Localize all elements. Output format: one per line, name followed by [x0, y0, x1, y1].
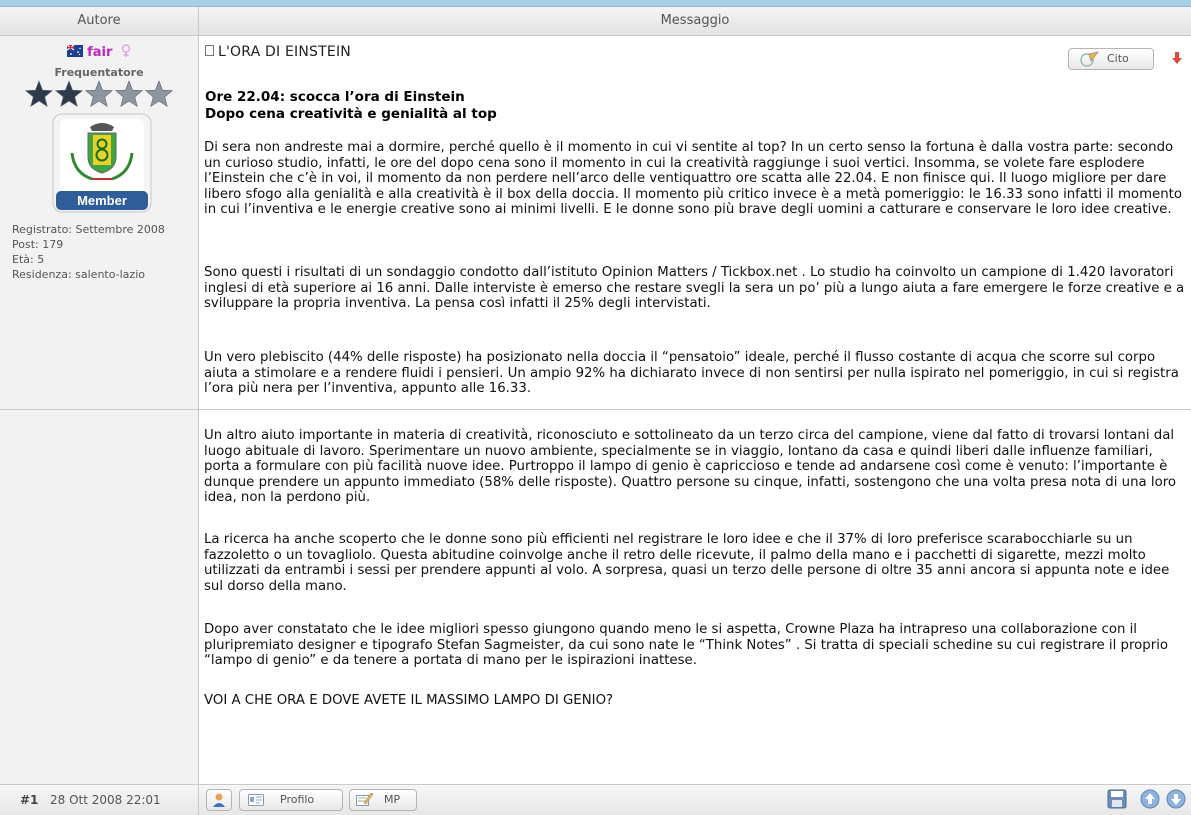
quote-icon	[1079, 51, 1101, 67]
author-residence: Residenza: salento-lazio	[12, 268, 145, 281]
post-paragraph: Dopo aver constatato che le idee migliori spesso giungono quando meno le si aspetta, Crowne Plaza ha intrapreso una collaborazione con il pluripremiato designer e tipografo Stefan Sagmeister, da cui sono nate le “Think Notes” . Si tratta di speciali schedine su cui registrare il proprio “lampo di genio” e da tenere a portata di mano per le ispirazioni inattese.	[204, 622, 1169, 669]
post-date: 28 Ott 2008 22:01	[50, 793, 161, 807]
pm-button[interactable]	[349, 789, 417, 811]
female-icon	[121, 44, 131, 58]
post-number: #1	[20, 793, 39, 807]
star-filled-icon	[26, 81, 53, 106]
author-registered: Registrato: Settembre 2008	[12, 223, 165, 236]
quote-button[interactable]	[1068, 48, 1154, 70]
star-empty-icon	[116, 81, 143, 106]
post-paragraph: La ricerca ha anche scoperto che le donne sono più efficienti nel registrare le loro idee e che il 37% di loro preferisce scarabocchiarle su un fazzoletto o un tovagliolo. Questa abitudine coinvolge anche il retro delle ricevute, il palmo della mano e i pacchetti di sigarette, mezzi molto utilizzati da entrambi i sessi per prendere appunti al volo. A sorpresa, quasi un terzo delle persone di oltre 35 anni ancora si appunta note e idee sul dorso della mano.	[204, 532, 1170, 594]
author-column-header: Autore	[0, 7, 199, 35]
post-heading-line2: Dopo cena creatività e genialità al top	[205, 106, 497, 122]
arrow-up-circle-icon[interactable]	[1140, 789, 1160, 809]
profile-button-label: Profilo	[280, 793, 315, 806]
post-paragraph: VOI A CHE ORA E DOVE AVETE IL MASSIMO LAMPO DI GENIO?	[204, 693, 614, 708]
pm-button-label: MP	[384, 793, 401, 806]
author-username[interactable]: fair	[87, 45, 113, 60]
star-empty-icon	[146, 81, 173, 106]
star-empty-icon	[86, 81, 113, 106]
post-paragraph: Di sera non andreste mai a dormire, perché quello è il momento in cui vi sentite al top? In un certo senso la fortuna è dalla vostra parte: secondo un curioso studio, infatti, le ore del dopo cena sono il momento in cui la creatività raggiunge i suoi vertici. Insomma, se volete fare esplodere l’Einstein che c’è in voi, il momento da non perdere nell’arco delle ventiquattro ore scatta alle 22.04. E non finisce qui. Il luogo migliore per dare libero sfogo alla genialità e alla creatività è il box della doccia. Il momento più critico invece è a metà pomeriggio: le 16.33 sono infatti il momento in cui l’inventiva e le energie creative sono ai minimi livelli. E le donne sono più brave degli uomini a catturare e conservare le loro idee creative.	[204, 140, 1182, 218]
message-column-header: Messaggio	[660, 13, 730, 28]
user-icon	[211, 792, 227, 808]
post-paragraph: Sono questi i risultati di un sondaggio condotto dall’istituto Opinion Matters / Tickbox.net . Lo studio ha coinvolto un campione di 1.420 lavoratori inglesi di età superiore ai 16 anni. Dalle interviste è emerso che restare svegli la sera un po’ più a lungo aiuta a fare emergere le forze creative e a sviluppare la propria inventiva. La pensa così infatti il 25% degli intervistati.	[204, 265, 1185, 312]
profile-card-icon	[248, 794, 264, 806]
post-divider	[0, 409, 1191, 410]
profile-button[interactable]	[239, 789, 343, 811]
post-icon	[205, 45, 214, 56]
post-heading	[205, 89, 497, 123]
author-rank: Frequentatore	[54, 66, 144, 79]
member-badge	[52, 113, 152, 213]
author-line	[0, 44, 198, 60]
post-paragraph: Un altro aiuto importante in materia di creatività, riconosciuto e sottolineato da un terzo circa del campione, viene dal fatto di trovarsi lontani dal luogo abituale di lavoro. Sperimentare un nuovo ambiente, specialmente se in viaggio, lontano da casa e quindi liberi dalle influenze familiari, porta a formulare con più facilità nuove idee. Purtroppo il lampo di genio è capriccioso e tende ad andarsene così come è venuto: l’importante è dunque prendere un appunto immediato (58% delle risposte). Quattro persone su cinque, infatti, sostengono che una volta presa nota di una loro idea, non la perdono più.	[204, 428, 1177, 506]
pm-icon	[356, 793, 374, 807]
badge-label: Member	[77, 193, 127, 208]
table-header	[0, 7, 1191, 36]
author-posts: Post: 179	[12, 238, 64, 251]
arrow-down-circle-icon[interactable]	[1166, 789, 1186, 809]
author-info	[12, 222, 192, 282]
post-meta	[0, 785, 199, 815]
top-bar	[0, 0, 1191, 7]
post-subject-text: L'ORA DI EINSTEIN	[218, 44, 351, 60]
star-filled-icon	[56, 81, 83, 106]
post-subject	[205, 44, 351, 60]
post-paragraph: Un vero plebiscito (44% delle risposte) ha posizionato nella doccia il “pensatoio” ideale, perché il flusso costante di acqua che scorre sul corpo aiuta a stimolare e a rendere fluidi i pensieri. Un ampio 92% ha dichiarato invece di non sentirsi per nulla ispirato nel pomeriggio, in cui si registra l’ora più nera per l’inventiva, appunto alle 16.33.	[204, 350, 1179, 397]
author-age: Età: 5	[12, 253, 45, 266]
rating-stars	[25, 80, 175, 112]
post-footer	[0, 784, 1191, 815]
quote-button-label: Cito	[1107, 52, 1129, 65]
post-heading-line1: Ore 22.04: scocca l’ora di Einstein	[205, 89, 465, 105]
save-icon[interactable]	[1107, 789, 1127, 809]
user-button[interactable]	[206, 789, 232, 811]
arrow-down-icon[interactable]	[1172, 52, 1182, 64]
flag-icon	[67, 45, 83, 57]
